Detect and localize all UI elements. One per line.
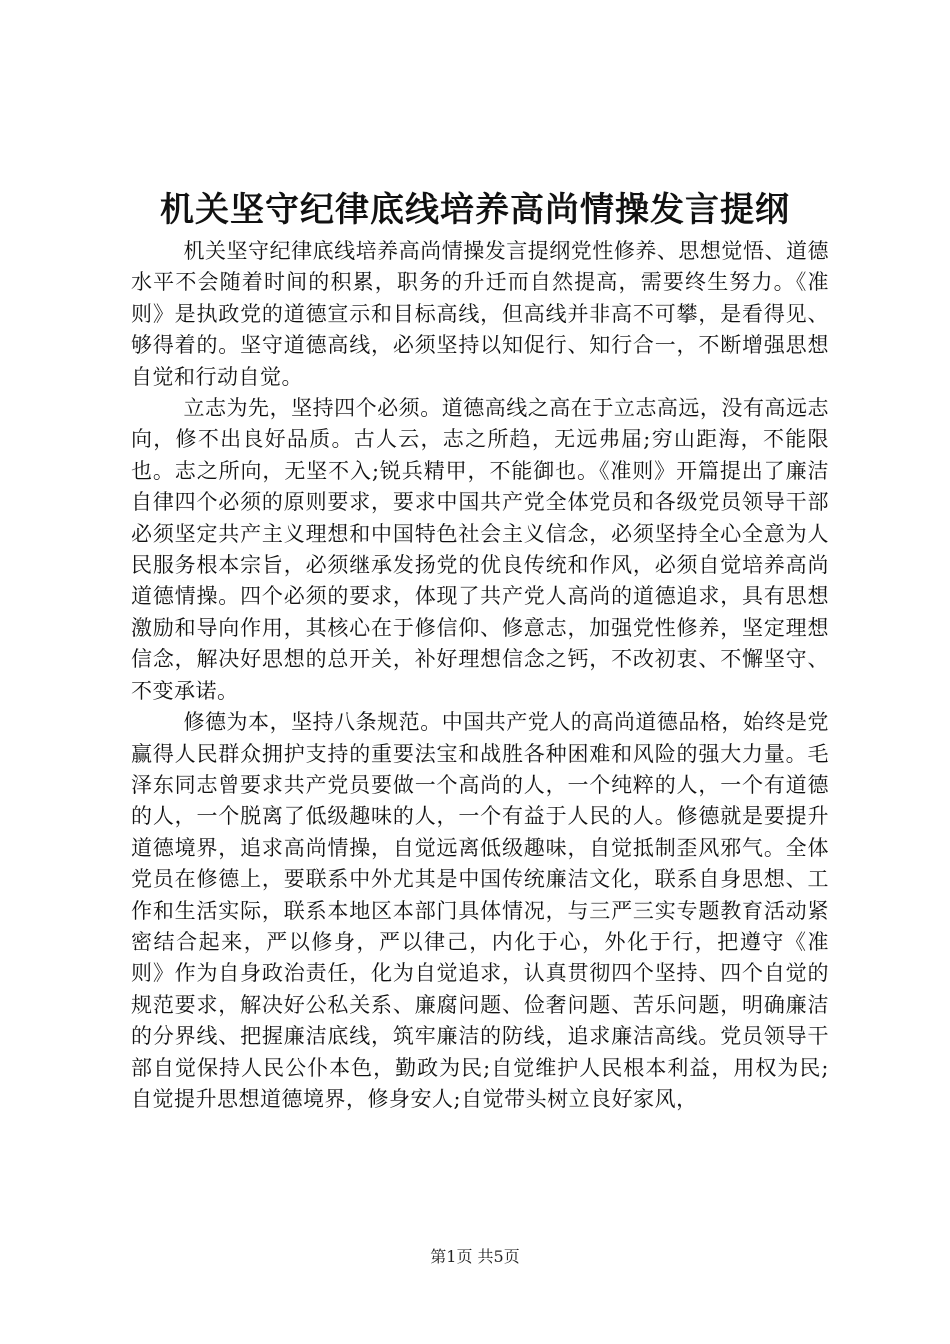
- paragraph-intro: 机关坚守纪律底线培养高尚情操发言提纲党性修养、思想觉悟、道德水平不会随着时间的积累，职务的升迁而自然提高，需要终生努力。《准则》是执政党的道德宣示和目标高线，但高线并非高不可攀，是看得见、够得着的。坚守道德高线，必须坚持以知促行、知行合一，不断增强思想自觉和行动自觉。: [131, 239, 829, 389]
- document-title: 机关坚守纪律底线培养高尚情操发言提纲: [160, 190, 790, 230]
- paragraph-morality: 修德为本，坚持八条规范。中国共产党人的高尚道德品格，始终是党赢得人民群众拥护支持的重要法宝和战胜各种困难和风险的强大力量。毛泽东同志曾要求共产党员要做一个高尚的人，一个纯粹的人，一个有道德的人，一个脱离了低级趣味的人，一个有益于人民的人。修德就是要提升道德境界，追求高尚情操，自觉远离低级趣味，自觉抵制歪风邪气。全体党员在修德上，要联系中外尤其是中国传统廉洁文化，联系自身思想、工作和生活实际，联系本地区本部门具体情况，与三严三实专题教育活动紧密结合起来，严以修身，严以律己，内化于心，外化于行，把遵守《准则》作为自身政治责任，化为自觉追求，认真贯彻四个坚持、四个自觉的规范要求，解决好公私关系、廉腐问题、俭奢问题、苦乐问题，明确廉洁的分界线、把握廉洁底线，筑牢廉洁的防线，追求廉洁高线。党员领导干部自觉保持人民公仆本色，勤政为民;自觉维护人民根本利益，用权为民;自觉提升思想道德境界，修身安人;自觉带头树立良好家风，: [131, 710, 829, 1111]
- document-body: [131, 236, 829, 1115]
- paragraph-aspiration: 立志为先，坚持四个必须。道德高线之高在于立志高远，没有高远志向，修不出良好品质。古人云，志之所趋，无远弗届;穷山距海，不能限也。志之所向，无坚不入;锐兵精甲，不能御也。《准则》开篇提出了廉洁自律四个必须的原则要求，要求中国共产党全体党员和各级党员领导干部必须坚定共产主义理想和中国特色社会主义信念，必须坚持全心全意为人民服务根本宗旨，必须继承发扬党的优良传统和作风，必须自觉培养高尚道德情操。四个必须的要求，体现了共产党人高尚的道德追求，具有思想激励和导向作用，其核心在于修信仰、修意志，加强党性修养，坚定理想信念，解决好思想的总开关，补好理想信念之钙，不改初衷、不懈坚守、不变承诺。: [131, 396, 829, 703]
- page-number-footer: 第1页 共5页: [430, 1247, 520, 1266]
